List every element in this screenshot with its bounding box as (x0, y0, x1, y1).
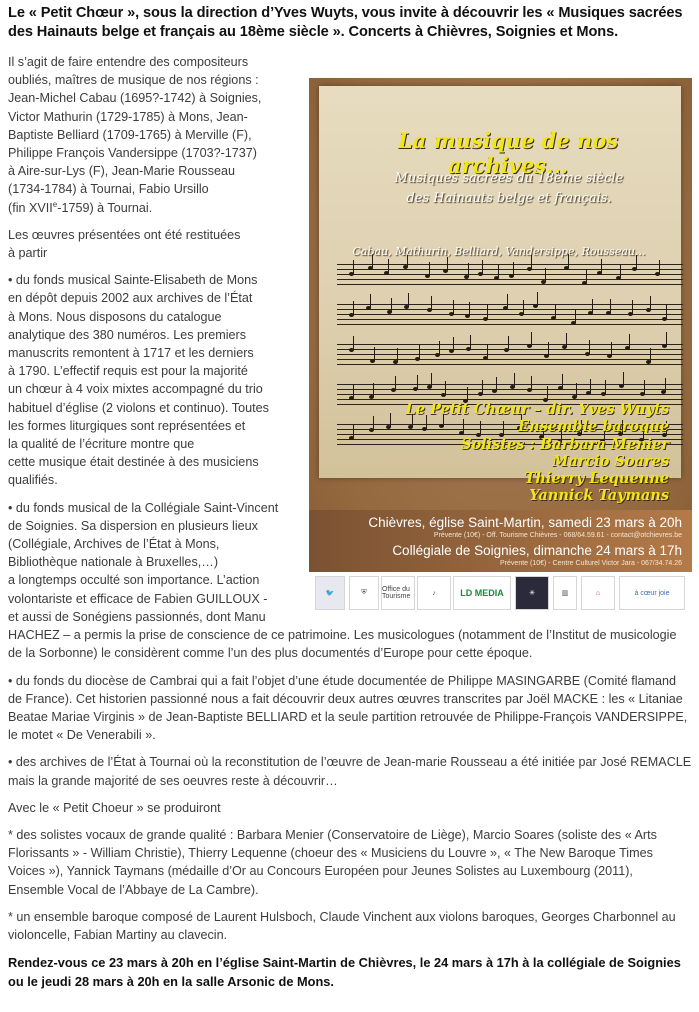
music-note-stem (431, 296, 432, 310)
poster-composers: Cabau, Mathurin, Belliard, Vandersippe, Rousseau... (352, 245, 646, 258)
fonds-mons-paragraph: • du fonds musical Sainte-Elisabeth de Mons en dépôt depuis 2002 aux archives de l’État à Mons. Nous disposons du catalogue analytique des 380 numéros. Les premiers manuscrits remontent à 1717 et les derniers à 1790. L’effectif requis est pour la majorité un chœur à 4 voix mixtes accompagné du trio habituel d’église (2 violons et continuo). Toutes les formes liturgiques sont représentées et la qualité de l’écriture montre que cette musique était destinée à des musiciens qualifiés. (8, 273, 269, 488)
oeuvres-paragraph: Les œuvres présentées ont été restituées à partir (8, 227, 241, 261)
music-note-stem (487, 305, 488, 319)
music-note-stem (468, 263, 469, 277)
music-note-stem (453, 337, 454, 351)
music-note-stem (623, 372, 624, 386)
music-note-stem (592, 299, 593, 313)
music-note-stem (353, 424, 354, 438)
music-note-stem (482, 260, 483, 274)
fonds-soignies-paragraph: • du fonds musical de la Collégiale Saint-Vincent de Soignies. Sa dispersion en plusieurs lieux (Collégiale, Archives de l’État à Mons, Bibliothèque nationale à Bruxelles,…) a longtemps occulté son importance. L’action volontariste et efficace de Fabien GUILLOUX - et aussi de Sonégiens passionnés, dont Manu HACHEZ – a permis la prise de conscience de ce patrimoine. Les musicologues (notamment de l’Institut de musicologie de la Sorbonne) le considèrent comme l’un des plus documentés d’Europe pour cette époque. (8, 500, 677, 661)
music-note-stem (586, 269, 587, 283)
music-note-stem (576, 383, 577, 397)
ensemble-paragraph: * un ensemble baroque composé de Laurent Hulsboch, Claude Vinchent aux violons baroques, Georges Charbonnel au violoncelle, Fabian Martiny au clavecin. (8, 909, 676, 942)
music-note-stem (605, 380, 606, 394)
music-note-stem (408, 293, 409, 307)
music-note-stem (508, 336, 509, 350)
concert-chievres-info: Prévente (10€) - Off. Tourisme Chièvres - 068/64.59.61 - contact@otchievres.be (433, 532, 682, 539)
music-note-stem (353, 384, 354, 398)
music-note-stem (514, 373, 515, 387)
music-note-stem (353, 301, 354, 315)
music-note-stem (467, 387, 468, 401)
music-note-stem (590, 379, 591, 393)
music-note-stem (632, 300, 633, 314)
music-note-stem (445, 381, 446, 395)
music-note-stem (589, 340, 590, 354)
music-note-stem (562, 374, 563, 388)
music-note-stem (666, 305, 667, 319)
poster-subtitle: Musiques sacrées du 18ème siècle des Hainauts belge et français. (394, 171, 624, 206)
music-note-stem (547, 386, 548, 400)
music-note-stem (666, 332, 667, 346)
music-note-stem (620, 264, 621, 278)
intro-paragraph: Il s’agit de faire entendre des compositeurs oubliés, maîtres de musique de nos régions : Jean-Michel Cabau (1695?-1742) à Soignies, Victor Mathurin (1729-1785) à Mons, Jean- Baptiste Belliard (1709-1765) à Merville (F), Philippe François Vandersippe (1703?-1737) à Aire-sur-Lys (F), Jean-Marie Rousseau (1734-1784) à Tournai, Fabio Ursillo (fin XVIIe-1759) à Tournai. (8, 55, 262, 215)
music-note-stem (447, 257, 448, 271)
sponsor-logo-acoeurjoie: à cœur joie (619, 576, 685, 610)
sponsor-logos (309, 572, 692, 618)
solistes-paragraph: * des solistes vocaux de grande qualité : Barbara Menier (Conservatoire de Liège), Marcio Soares (soliste des « Arts Florissants » - William Christie), Thierry Lequenne (choeur des « Musiciens du Louvre », « The New Baroque Times Voices »), Yannick Taymans (médaille d’Or au Concours Européen pour Jeunes Solistes au Luxembourg (2011), Ensemble Vocal de l’Abbaye de La Cambre). (8, 827, 657, 897)
music-note-stem (374, 347, 375, 361)
music-note-stem (487, 344, 488, 358)
music-note-stem (650, 296, 651, 310)
sponsor-logo-ldmedia: LD MEDIA (453, 576, 511, 610)
music-note-stem (659, 260, 660, 274)
rendez-vous-paragraph: Rendez-vous ce 23 mars à 20h en l’église Saint-Martin de Chièvres, le 24 mars à 17h à la collégiale de Soignies ou le jeudi 28 mars à 20h en la salle Arsonic de Mons. (8, 955, 681, 989)
music-note-stem (575, 309, 576, 323)
music-note-stem (629, 334, 630, 348)
music-note-stem (537, 292, 538, 306)
sponsor-logo-federation-icon: ▥ (553, 576, 577, 610)
poster-concert-band (309, 510, 692, 580)
music-note-stem (397, 348, 398, 362)
music-note-stem (665, 378, 666, 392)
music-note-stem (373, 383, 374, 397)
music-note-stem (545, 268, 546, 282)
music-note-stem (482, 380, 483, 394)
avec-paragraph: Avec le « Petit Choeur » se produiront (8, 800, 221, 815)
music-note-stem (370, 294, 371, 308)
concert-chievres: Chièvres, église Saint-Martin, samedi 23 mars à 20h (368, 515, 682, 530)
concert-soignies: Collégiale de Soignies, dimanche 24 mars à 17h (392, 543, 682, 558)
cambrai-paragraph: • du fonds du diocèse de Cambrai qui a fait l’objet d’une étude documentée de Philippe MASINGARBE (Comité flamand de France). Cet historien passionné nous a fait découvrir deux autres œuvres transcrites par Joël MACKE : les « Litaniae Beatae Mariae Virginis » de Jean-Baptiste BELLIARD et la seule partition retrouvée de Philippe-François VANDERSIPPE, le motet « De Venerabili ». (8, 673, 688, 743)
sponsor-logo-music-icon: ♪ (417, 576, 451, 610)
music-note-stem (523, 300, 524, 314)
music-note-stem (644, 380, 645, 394)
music-note-stem (353, 336, 354, 350)
article-headline: Le « Petit Chœur », sous la direction d’Yves Wuyts, vous invite à découvrir les « Musiques sacrées des Hainauts belge et français au 18ème siècle ». Concerts à Chièvres, Soignies et Mons. (8, 5, 683, 40)
sponsor-logo-bird-icon: 🐦 (315, 576, 345, 610)
concert-poster (309, 78, 692, 618)
music-note-stem (531, 376, 532, 390)
music-note-stem (431, 373, 432, 387)
music-note-stem (419, 345, 420, 359)
music-staff (337, 344, 683, 366)
music-note-stem (391, 298, 392, 312)
music-note-stem (650, 348, 651, 362)
music-note-stem (395, 376, 396, 390)
music-note-stem (388, 259, 389, 273)
music-note-stem (470, 335, 471, 349)
sponsor-logo-crest-icon: ⛨ (349, 576, 379, 610)
tournai-paragraph: • des archives de l’État à Tournai où la reconstitution de l’œuvre de Jean-marie Rousseau a été initiée par José REMACLE mais la grande majorité de ses oeuvres reste à découvrir… (8, 755, 692, 788)
music-note-stem (507, 294, 508, 308)
music-note-stem (548, 342, 549, 356)
music-note-stem (496, 377, 497, 391)
music-note-stem (610, 299, 611, 313)
sponsor-logo-tourisme: Office du Tourisme (381, 576, 415, 610)
music-note-stem (353, 260, 354, 274)
music-note-stem (498, 264, 499, 278)
sponsor-logo-building-icon: ⌂ (581, 576, 615, 610)
music-note-stem (531, 332, 532, 346)
sponsor-logo-star-icon: ✳ (515, 576, 549, 610)
poster-title: La musique de nos archives... (397, 128, 619, 178)
music-note-stem (417, 375, 418, 389)
music-note-stem (513, 262, 514, 276)
music-note-stem (439, 341, 440, 355)
music-note-stem (453, 300, 454, 314)
music-note-stem (469, 302, 470, 316)
music-note-stem (555, 304, 556, 318)
music-note-stem (611, 342, 612, 356)
poster-cast: Le Petit Chœur – dir. Yves Wuyts Ensemble baroque Solistes : Barbara Menier Marcio Soares Thierry Lequenne Yannick Taymans (405, 401, 669, 505)
concert-soignies-info: Prévente (10€) - Centre Culturel Victor Jara - 067/34.74.26 (500, 560, 682, 567)
music-note-stem (566, 333, 567, 347)
music-note-stem (601, 259, 602, 273)
music-note-stem (429, 262, 430, 276)
